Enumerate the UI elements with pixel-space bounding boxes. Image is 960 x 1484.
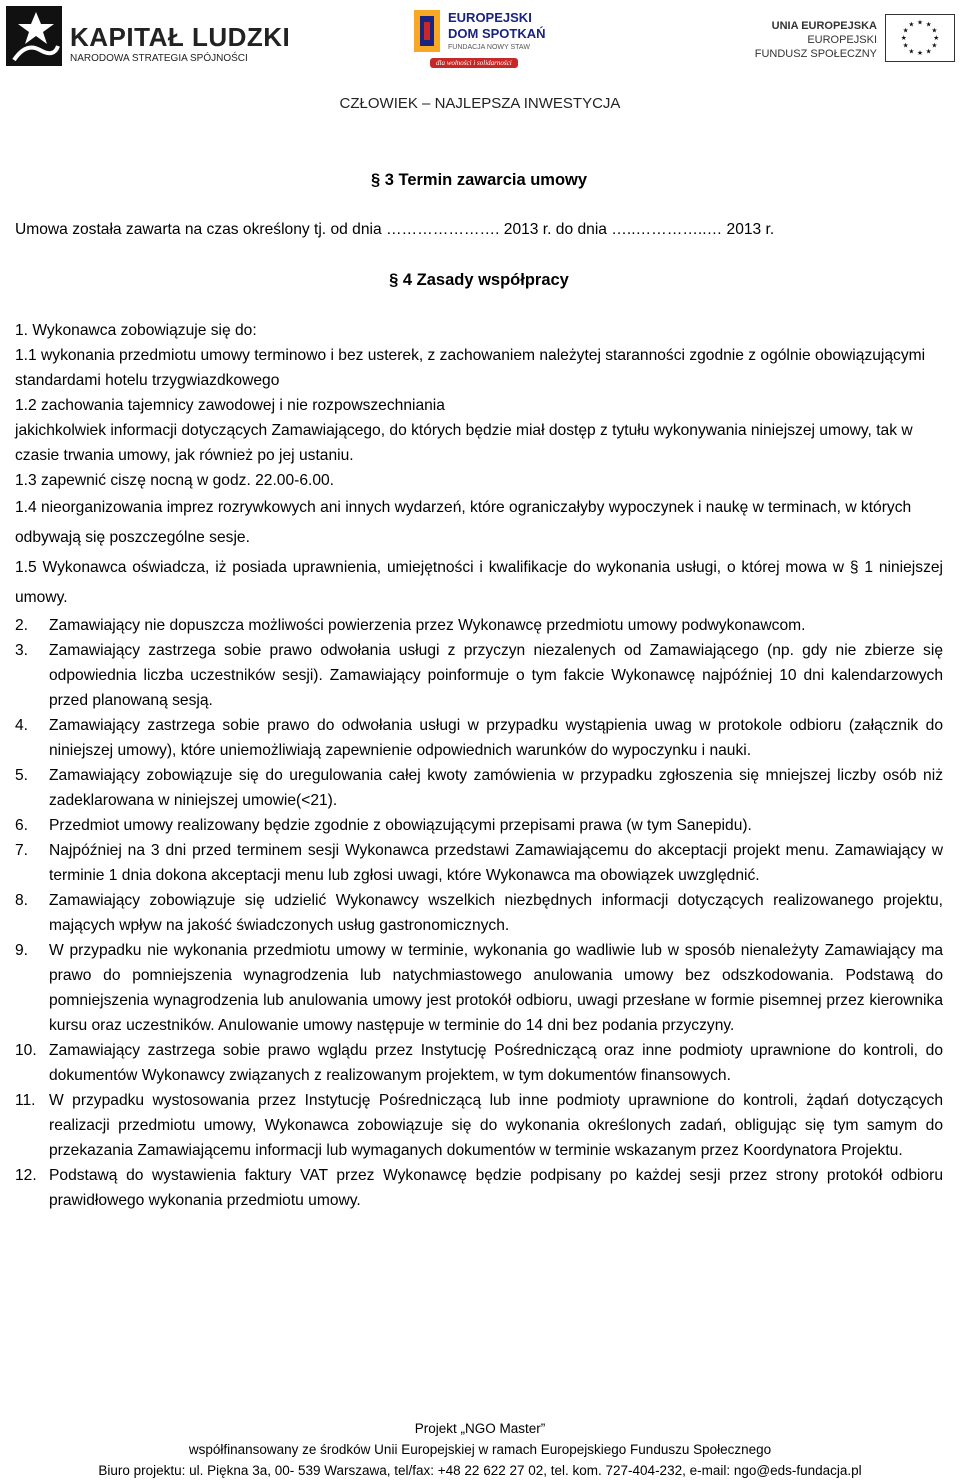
svg-text:★: ★ bbox=[931, 41, 938, 50]
list-item-text: Zamawiający zastrzega sobie prawo wglądu przez Instytucję Pośredniczącą oraz inne podmioty uprawnione do kontroli, do dokumentów Wykonawcy związanych z realizowanym projektem, w tym dokumentów finansowych. bbox=[49, 1042, 943, 1084]
list-item-number: 11. bbox=[15, 1092, 36, 1109]
footer-project: Projekt „NGO Master” bbox=[414, 1421, 546, 1436]
page-footer bbox=[0, 1418, 960, 1481]
list-item-number: 6. bbox=[15, 817, 29, 834]
list-item-text: W przypadku nie wykonania przedmiotu umowy w terminie, wykonania go wadliwie lub w sposób nienależyty Zamawiający ma prawo do pomniejszenia wynagrodzenia lub natychmiastowego anulowania umowy bez odszkodowania. Podstawą do pomniejszenia wynagrodzenia lub anulowania umowy jest protokół odbioru, uwagi przesłane w formie pisemnej przez kierownika kursu oraz uczestników. Anulowanie umowy następuje w terminie do 14 dni bez podania przyczyny. bbox=[49, 942, 943, 1034]
section-3-text: Umowa została zawarta na czas określony tj. od dnia …………………. 2013 r. do dnia …..…………..… 2013 r. bbox=[15, 221, 775, 238]
svg-text:★: ★ bbox=[917, 49, 923, 58]
eu-flag-icon bbox=[885, 14, 955, 62]
list-item bbox=[15, 713, 943, 763]
ue-line2: EUROPEJSKI bbox=[807, 34, 877, 46]
list-item-number: 9. bbox=[15, 942, 29, 959]
footer-cofinance: współfinansowany ze środków Unii Europejskiej w ramach Europejskiego Funduszu Społecznego bbox=[188, 1442, 772, 1457]
kl-title: KAPITAŁ LUDZKI bbox=[70, 22, 291, 52]
svg-text:★: ★ bbox=[908, 47, 915, 56]
list-item-number: 12. bbox=[15, 1167, 37, 1184]
list-item bbox=[15, 613, 943, 638]
section-3-heading: § 3 Termin zawarcia umowy bbox=[370, 171, 588, 189]
list-item bbox=[15, 1163, 943, 1213]
list-item bbox=[15, 1088, 943, 1163]
point-1-2-continued: jakichkolwiek informacji dotyczących Zamawiającego, do których będzie miał dostęp z tytułu wykonywania niniejszej umowy, tak w czasie trwania umowy, jak również po jej ustaniu. bbox=[15, 422, 913, 464]
point-1-4: 1.4 nieorganizowania imprez rozrywkowych ani innych wydarzeń, które ograniczałyby wypoczynek i naukę w terminach, w których odbywają się poszczególne sesje. bbox=[15, 499, 912, 546]
list-item-number: 2. bbox=[15, 617, 29, 634]
eds-motto: dla wolności i solidarności bbox=[430, 58, 518, 68]
list-item-text: W przypadku wystosowania przez Instytucję Pośredniczącą lub inne podmioty uprawnione do kontroli, żądań dotyczących realizacji przedmiotu umowy, Wykonawca zobowiązuje się do wykonania określonych zadań, obligując się tym samym do przekazania Zamawiającemu informacji lub wymaganych dokumentów w terminie wskazanym przez Koordynatora Projektu. bbox=[49, 1092, 943, 1159]
contract-body bbox=[15, 168, 943, 1213]
list-item bbox=[15, 763, 943, 813]
point-1-1: 1.1 wykonania przedmiotu umowy terminowo i bez usterek, z zachowaniem należytej staranności zgodnie z ogólnie obowiązującymi standardami hotelu trzygwiazdkowego bbox=[15, 347, 926, 389]
header-motto: CZŁOWIEK – NAJLEPSZA INWESTYCJA bbox=[339, 95, 621, 112]
list-item-number: 4. bbox=[15, 717, 29, 734]
list-item bbox=[15, 838, 943, 888]
list-item-text: Zamawiający zastrzega sobie prawo do odwołania usługi w przypadku wystąpienia uwag w protokole odbioru (załącznik do niniejszej umowy), które uniemożliwiają zapewnienie odpowiednich warunków do wypoczynku i nauki. bbox=[49, 717, 943, 759]
ue-line3: FUNDUSZ SPOŁECZNY bbox=[754, 48, 877, 60]
list-item bbox=[15, 888, 943, 938]
list-item-text: Przedmiot umowy realizowany będzie zgodnie z obowiązującymi przepisami prawa (w tym Sanepidu). bbox=[49, 817, 752, 834]
list-item-text: Zamawiający zastrzega sobie prawo odwołania usługi z przyczyn niezalenych od Zamawiającego (np. gdy nie zbierze się odpowiednia liczba uczestników sesji). Zamawiający poinformuje o tym fakcie Wykonawcę najpóźniej 10 dni kalendarzowych przed planowaną sesją. bbox=[49, 642, 943, 709]
svg-text:★: ★ bbox=[933, 33, 940, 42]
kapital-ludzki-logo bbox=[6, 6, 291, 68]
page-header bbox=[0, 0, 960, 112]
point-1-intro: 1. Wykonawca zobowiązuje się do: bbox=[15, 322, 257, 339]
section-4-heading: § 4 Zasady współpracy bbox=[389, 271, 569, 289]
svg-text:★: ★ bbox=[908, 20, 915, 29]
list-item-text: Zamawiający zobowiązuje się udzielić Wykonawcy wszelkich niezbędnych informacji dotyczących realizowanego projektu, mających wpływ na jakość świadczonych usług gastronomicznych. bbox=[49, 892, 943, 934]
svg-text:★: ★ bbox=[900, 33, 907, 42]
list-item-number: 5. bbox=[15, 767, 29, 784]
numbered-list bbox=[15, 613, 943, 1213]
list-item-text: Zamawiający zobowiązuje się do uregulowania całej kwoty zamówienia w przypadku zgłoszenia się mniejszej liczby osób niż zadeklarowana w niniejszej umowie(<21). bbox=[49, 767, 943, 809]
list-item bbox=[15, 638, 943, 713]
list-item-number: 3. bbox=[15, 642, 29, 659]
list-item bbox=[15, 813, 943, 838]
point-1-3: 1.3 zapewnić ciszę nocną w godz. 22.00-6.00. bbox=[15, 472, 335, 489]
svg-text:★: ★ bbox=[931, 26, 938, 35]
kapital-ludzki-emblem-icon bbox=[6, 6, 62, 66]
list-item bbox=[15, 938, 943, 1038]
eds-logo bbox=[412, 8, 546, 72]
point-1-5: 1.5 Wykonawca oświadcza, iż posiada uprawnienia, umiejętności i kwalifikacje do wykonania usługi, o której mowa w § 1 niniejszej umowy. bbox=[15, 559, 943, 606]
list-item-number: 7. bbox=[15, 842, 29, 859]
list-item-number: 8. bbox=[15, 892, 29, 909]
ue-line1: UNIA EUROPEJSKA bbox=[771, 20, 877, 32]
svg-text:★: ★ bbox=[902, 26, 909, 35]
list-item-text: Podstawą do wystawienia faktury VAT przez Wykonawcę będzie podpisany po każdej sesji przez strony protokół odbioru prawidłowego wykonania przedmiotu umowy. bbox=[49, 1167, 943, 1209]
list-item-text: Najpóźniej na 3 dni przed terminem sesji Wykonawca przedstawi Zamawiającemu do akceptacji projekt menu. Zamawiający w terminie 1 dnia dokona akceptacji menu lub zgłosi uwagi, które Wykonawca ma obowiązek uwzględnić. bbox=[49, 842, 943, 884]
eds-line2: DOM SPOTKAŃ bbox=[448, 26, 546, 41]
svg-text:★: ★ bbox=[917, 18, 923, 27]
svg-text:★: ★ bbox=[925, 47, 932, 56]
svg-text:★: ★ bbox=[902, 41, 909, 50]
list-item-number: 10. bbox=[15, 1042, 37, 1059]
eds-emblem-icon bbox=[412, 8, 442, 54]
eds-line1: EUROPEJSKI bbox=[448, 10, 532, 25]
eu-logo bbox=[754, 14, 955, 70]
footer-contact: Biuro projektu: ul. Piękna 3a, 00- 539 Warszawa, tel/fax: +48 22 622 27 02, tel. kom. 727-404-232, e-mail: ngo@eds-fundacja.pl bbox=[98, 1463, 862, 1478]
point-1-2: 1.2 zachowania tajemnicy zawodowej i nie rozpowszechniania bbox=[15, 397, 445, 414]
svg-text:★: ★ bbox=[925, 20, 932, 29]
eds-line3: FUNDACJA NOWY STAW bbox=[448, 44, 530, 51]
list-item-text: Zamawiający nie dopuszcza możliwości powierzenia przez Wykonawcę przedmiotu umowy podwykonawcom. bbox=[49, 617, 806, 634]
list-item bbox=[15, 1038, 943, 1088]
kl-subtitle: NARODOWA STRATEGIA SPÓJNOŚCI bbox=[70, 53, 248, 64]
